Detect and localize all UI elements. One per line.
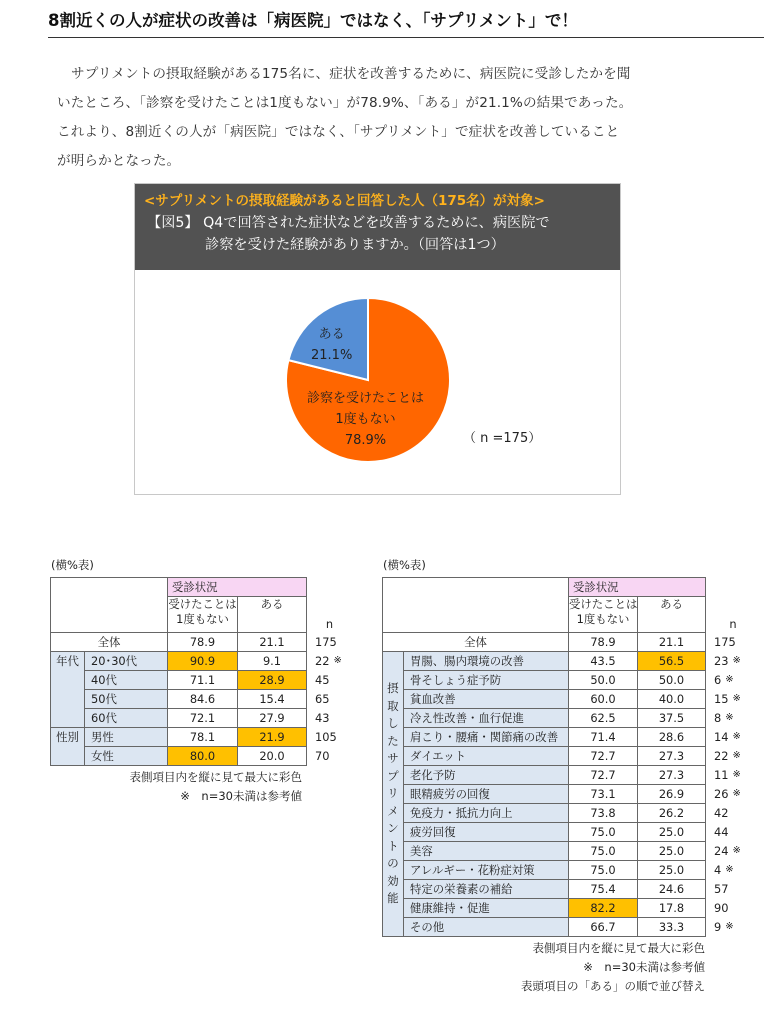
figure-header <box>135 184 620 270</box>
cell-yes: 37.5 <box>638 709 706 728</box>
table-row <box>51 728 353 747</box>
row-label: 40代 <box>85 671 168 690</box>
row-group-label: 性別 <box>51 728 85 766</box>
cell-never: 72.7 <box>569 766 638 785</box>
row-label: 老化予防 <box>404 766 569 785</box>
table-row-total <box>383 633 761 652</box>
cell-n: 43 <box>315 711 330 725</box>
cell-n <box>706 690 761 709</box>
n-value: 11 <box>714 768 729 782</box>
row-label: 免疫力・抵抗力向上 <box>404 804 569 823</box>
table-row <box>383 785 761 804</box>
cell-n <box>706 899 761 918</box>
cell-yes: 27.9 <box>238 709 307 728</box>
left-crosstab <box>50 577 353 766</box>
figure-target-note: <サプリメントの摂取経験があると回答した人（175名）が対象> <box>144 193 545 209</box>
n-value: 57 <box>714 882 729 896</box>
table-row <box>383 918 761 937</box>
cell-yes: 21.1 <box>638 633 706 652</box>
cell-never: 78.9 <box>569 633 638 652</box>
group-label-char: 取 <box>387 698 399 713</box>
body-line: が明らかとなった。 <box>57 153 181 169</box>
table-row <box>383 861 761 880</box>
col-header-never-line2: 1度もない <box>176 612 229 626</box>
n-value: 26 <box>714 787 729 801</box>
n-value: 44 <box>714 825 729 839</box>
cell-never: 43.5 <box>569 652 638 671</box>
cell-n: 45 <box>315 673 330 687</box>
row-label: 20･30代 <box>85 652 168 671</box>
cell-n <box>706 671 761 690</box>
body-line: いたところ、「診察を受けたことは1度もない」が78.9%、「ある」が21.1%の結果であった。 <box>57 95 633 111</box>
n-value: 4 <box>714 863 722 877</box>
cell-yes: 50.0 <box>638 671 706 690</box>
cell-never: 75.4 <box>569 880 638 899</box>
row-label: 眼精疲労の回復 <box>404 785 569 804</box>
col-header-yes: ある <box>638 597 706 633</box>
table-row <box>383 690 761 709</box>
n-value: 9 <box>714 920 722 934</box>
cell-n: 105 <box>315 730 337 744</box>
pie-label-yes <box>311 324 352 366</box>
note-coloring: 表側項目内を縦に見て最大に彩色 <box>129 770 302 784</box>
row-label: 胃腸、腸内環境の改善 <box>404 652 569 671</box>
cell-never: 73.8 <box>569 804 638 823</box>
cell-never: 78.1 <box>168 728 238 747</box>
cell-yes: 21.1 <box>238 633 307 652</box>
cell-n <box>706 747 761 766</box>
col-header-n: n <box>729 616 737 631</box>
cell-yes: 27.3 <box>638 766 706 785</box>
cell-never: 72.7 <box>569 747 638 766</box>
cell-yes: 9.1 <box>238 652 307 671</box>
reference-mark: ※ <box>732 788 741 799</box>
pie-label-never-pct: 78.9% <box>344 433 387 448</box>
reference-mark: ※ <box>725 674 734 685</box>
cell-n <box>706 728 761 747</box>
n-value: 15 <box>714 692 729 706</box>
cell-n <box>706 880 761 899</box>
cell-never: 75.0 <box>569 861 638 880</box>
table-row <box>383 842 761 861</box>
cell-never: 78.9 <box>168 633 238 652</box>
cell-yes: 28.6 <box>638 728 706 747</box>
n-value: 42 <box>714 806 729 820</box>
left-table-notes <box>100 768 302 806</box>
row-group-label <box>383 652 404 937</box>
n-value: 23 <box>714 654 729 668</box>
cell-yes: 40.0 <box>638 690 706 709</box>
n-value: 24 <box>714 844 729 858</box>
row-label: 50代 <box>85 690 168 709</box>
cell-never: 75.0 <box>569 842 638 861</box>
cell-yes: 27.3 <box>638 747 706 766</box>
page-headline: 8割近くの人が症状の改善は「病医院」ではなく、「サプリメント」で！ <box>48 8 764 38</box>
reference-mark: ※ <box>732 845 741 856</box>
table-row <box>383 709 761 728</box>
group-label-char: サ <box>387 751 399 766</box>
note-coloring: 表側項目内を縦に見て最大に彩色 <box>532 941 705 955</box>
row-label: 貧血改善 <box>404 690 569 709</box>
table-row <box>51 690 353 709</box>
cell-never: 72.1 <box>168 709 238 728</box>
group-label-char: プ <box>387 768 399 783</box>
cell-never: 80.0 <box>168 747 238 766</box>
row-label: 骨そしょう症予防 <box>404 671 569 690</box>
note-sort-order: 表頭項目の「ある」の順で並び替え <box>521 979 705 993</box>
cell-never: 50.0 <box>569 671 638 690</box>
cell-n <box>706 766 761 785</box>
cell-yes: 25.0 <box>638 823 706 842</box>
row-label: 女性 <box>85 747 168 766</box>
row-label: 男性 <box>85 728 168 747</box>
cell-n <box>706 918 761 937</box>
reference-mark: ※ <box>732 769 741 780</box>
reference-mark: ※ <box>725 712 734 723</box>
cell-n: 175 <box>714 635 736 649</box>
right-table-body <box>383 652 761 937</box>
cell-never: 75.0 <box>569 823 638 842</box>
cell-yes: 20.0 <box>238 747 307 766</box>
table-row <box>51 709 353 728</box>
figure-question-line1: 【図5】 Q4で回答された症状などを改善するために、病医院で <box>147 215 550 231</box>
col-header-n: n <box>325 616 334 631</box>
row-label: 肩こり・腰痛・関節痛の改善 <box>404 728 569 747</box>
group-label-char: し <box>387 716 399 731</box>
cell-yes: 33.3 <box>638 918 706 937</box>
cell-yes: 26.9 <box>638 785 706 804</box>
group-label-char: の <box>387 856 399 871</box>
cell-n <box>706 804 761 823</box>
right-table-notes <box>468 939 705 996</box>
body-line: サプリメントの摂取経験がある175名に、症状を改善するために、病医院に受診したかを聞 <box>71 66 631 82</box>
group-label-char: 能 <box>387 891 399 906</box>
table-row <box>383 880 761 899</box>
table-row <box>51 671 353 690</box>
cell-yes: 26.2 <box>638 804 706 823</box>
cell-never: 66.7 <box>569 918 638 937</box>
group-label-char: メ <box>387 803 399 818</box>
reference-mark: ※ <box>725 864 734 875</box>
row-group-label: 年代 <box>51 652 85 728</box>
body-paragraph <box>57 60 747 176</box>
group-header: 受診状況 <box>168 578 307 597</box>
row-label: 健康維持・促進 <box>404 899 569 918</box>
col-header-never <box>168 597 238 633</box>
cell-n <box>706 652 761 671</box>
row-label: ダイエット <box>404 747 569 766</box>
group-label-char: た <box>387 733 399 748</box>
cell-n <box>706 861 761 880</box>
pie-label-never-line2: 1度もない <box>335 412 396 427</box>
pie-label-never <box>307 388 424 451</box>
cell-never: 71.1 <box>168 671 238 690</box>
pie-figure <box>134 183 621 495</box>
figure-question <box>147 212 550 256</box>
cell-n <box>706 823 761 842</box>
n-value: 22 <box>714 749 729 763</box>
group-header: 受診状況 <box>569 578 706 597</box>
col-header-never <box>569 597 638 633</box>
cell-n <box>706 842 761 861</box>
table-row <box>51 652 353 671</box>
cell-never: 62.5 <box>569 709 638 728</box>
row-label: 60代 <box>85 709 168 728</box>
reference-mark: ※ <box>333 655 342 666</box>
note-reference: ※ n=30未満は参考値 <box>583 960 705 974</box>
cell-n <box>706 785 761 804</box>
right-crosstab <box>382 577 761 937</box>
cell-n: 175 <box>315 635 337 649</box>
figure-question-line2: 診察を受けた経験がありますか。（回答は1つ） <box>205 237 505 253</box>
cell-n: 70 <box>315 749 330 763</box>
table-row <box>383 728 761 747</box>
group-label-char: 摂 <box>387 681 399 696</box>
cell-never: 84.6 <box>168 690 238 709</box>
col-header-never-line1: 受けたことは <box>569 597 638 611</box>
n-value: 90 <box>714 901 729 915</box>
group-label-char: 効 <box>387 873 399 888</box>
reference-mark: ※ <box>732 655 741 666</box>
cell-yes: 25.0 <box>638 842 706 861</box>
reference-mark: ※ <box>732 750 741 761</box>
cell-never: 60.0 <box>569 690 638 709</box>
table-row <box>383 766 761 785</box>
table-row <box>383 671 761 690</box>
col-header-never-line2: 1度もない <box>576 612 630 626</box>
cell-never: 82.2 <box>569 899 638 918</box>
table-row <box>383 823 761 842</box>
sample-size-note: （ n =175） <box>463 431 542 446</box>
row-label: 疲労回復 <box>404 823 569 842</box>
table-row <box>383 652 761 671</box>
n-value: 14 <box>714 730 729 744</box>
n-value: 22 <box>315 654 330 668</box>
cell-n <box>307 652 353 671</box>
row-label: 全体 <box>51 633 168 652</box>
row-label: その他 <box>404 918 569 937</box>
pie-chart <box>135 270 619 492</box>
reference-mark: ※ <box>732 693 741 704</box>
pie-label-yes-pct: 21.1% <box>311 348 353 363</box>
cell-n: 65 <box>315 692 330 706</box>
cell-yes: 25.0 <box>638 861 706 880</box>
cell-yes: 56.5 <box>638 652 706 671</box>
group-label-char: ト <box>387 838 399 853</box>
note-reference: ※ n=30未満は参考値 <box>180 789 302 803</box>
cell-never: 90.9 <box>168 652 238 671</box>
table-row-total <box>51 633 353 652</box>
cell-yes: 15.4 <box>238 690 307 709</box>
row-label: 全体 <box>383 633 569 652</box>
body-line: これより、8割近くの人が「病医院」ではなく、「サプリメント」で症状を改善していること <box>57 124 620 140</box>
cell-n <box>706 709 761 728</box>
right-table-caption: (横%表) <box>383 558 426 572</box>
cell-never: 73.1 <box>569 785 638 804</box>
cell-yes: 21.9 <box>238 728 307 747</box>
row-label: アレルギー・花粉症対策 <box>404 861 569 880</box>
row-label: 冷え性改善・血行促進 <box>404 709 569 728</box>
cell-yes: 24.6 <box>638 880 706 899</box>
table-row <box>383 747 761 766</box>
reference-mark: ※ <box>725 921 734 932</box>
row-label: 美容 <box>404 842 569 861</box>
table-row <box>51 747 353 766</box>
cell-yes: 28.9 <box>238 671 307 690</box>
table-row <box>383 804 761 823</box>
group-label-char: リ <box>387 786 399 801</box>
pie-label-never-line1: 診察を受けたことは <box>307 391 425 406</box>
col-header-never-line1: 受けたことは <box>168 597 237 611</box>
left-table-caption: (横%表) <box>51 558 94 572</box>
col-header-yes: ある <box>238 597 307 633</box>
n-value: 8 <box>714 711 722 725</box>
cell-never: 71.4 <box>569 728 638 747</box>
cell-yes: 17.8 <box>638 899 706 918</box>
table-row <box>383 899 761 918</box>
n-value: 6 <box>714 673 722 687</box>
pie-label-yes-line1: ある <box>318 327 345 342</box>
reference-mark: ※ <box>732 731 741 742</box>
row-label: 特定の栄養素の補給 <box>404 880 569 899</box>
group-label-char: ン <box>387 821 399 836</box>
